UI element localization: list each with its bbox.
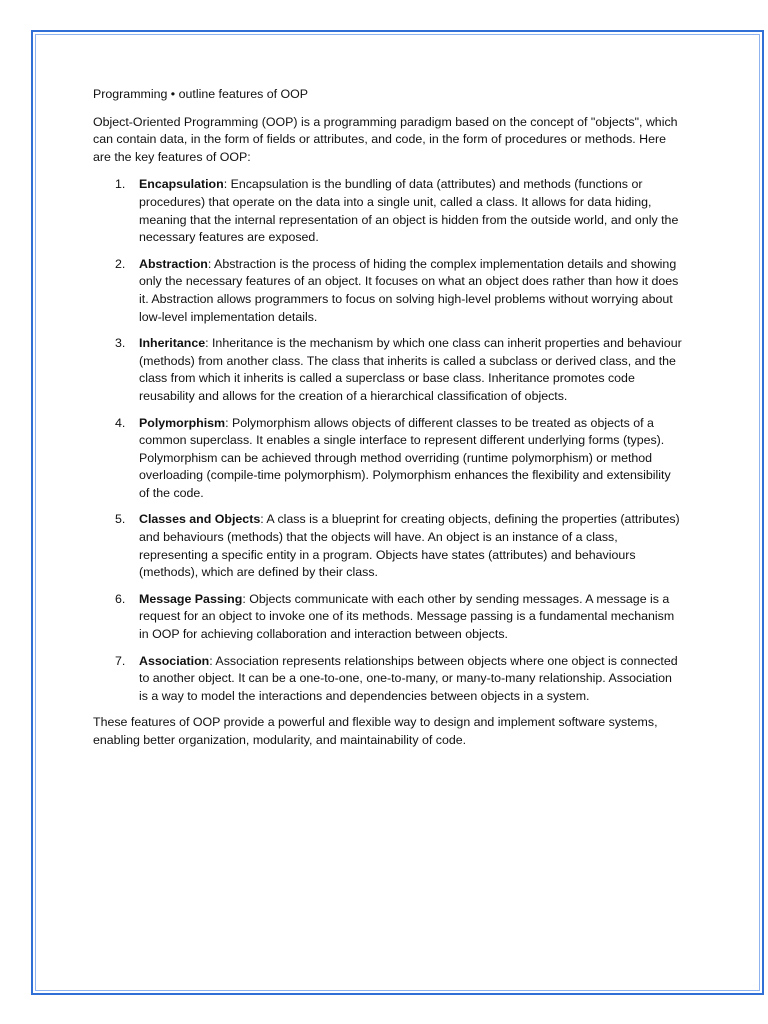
list-item	[93, 653, 683, 706]
list-item-number: 3.	[115, 336, 126, 351]
list-item-term: Polymorphism	[139, 415, 226, 430]
list-item-number: 7.	[115, 653, 126, 668]
list-item	[93, 335, 683, 405]
list-item-term: Message Passing	[139, 591, 243, 606]
list-item-number: 5.	[115, 512, 126, 527]
list-item	[93, 511, 683, 581]
list-item-text: : Association represents relationships between objects where one object is connected to another object. It can be a one-to-one, one-to-many, or many-to-many relationship. Association is a way to model the interactions and dependencies between objects in a system.	[139, 653, 678, 703]
list-item-text: : Objects communicate with each other by sending messages. A message is a request for an object to invoke one of its methods. Message passing is a fundamental mechanism in OOP for achieving collaboration and interaction between objects.	[139, 591, 675, 642]
list-item-term: Classes and Objects	[139, 512, 261, 527]
list-item-number: 4.	[115, 415, 126, 430]
intro-paragraph: Object-Oriented Programming (OOP) is a programming paradigm based on the concept of "objects", which can contain data, in the form of fields or attributes, and code, in the form of procedures or methods. Here are the key features of OOP:	[93, 114, 678, 164]
list-item-text: : A class is a blueprint for creating objects, defining the properties (attributes) and behaviours (methods) that the objects will have. An object is an instance of a class, representing a specific entity in a program. Objects have states (attributes) and behaviours (methods), which are defined by their class.	[139, 512, 680, 580]
list-item-text: : Polymorphism allows objects of different classes to be treated as objects of a common superclass. It enables a single interface to represent different underlying forms (types). Polymorphism can be achieved through method overriding (runtime polymorphism) or method overloading (compile-time polymorphism). Polymorphism enhances the flexibility and extensibility of the code.	[139, 415, 671, 500]
list-item-text: : Inheritance is the mechanism by which one class can inherit properties and behaviour (methods) from another class. The class that inherits is called a subclass or derived class, and the class from which it inherits is called a superclass or base class. Inheritance promotes code reusability and allows for the creation of a hierarchical classification of objects.	[139, 336, 682, 403]
list-item	[93, 176, 683, 246]
conclusion-paragraph: These features of OOP provide a powerful and flexible way to design and implement software systems, enabling better organization, modularity, and maintainability of code.	[93, 715, 658, 747]
list-item	[93, 256, 683, 326]
list-item-text: : Encapsulation is the bundling of data (attributes) and methods (functions or procedures) that operate on the data into a single unit, called a class. It allows for data hiding, meaning that the internal representation of an object is hidden from the outside world, and only the necessary features are exposed.	[139, 177, 679, 245]
list-item-term: Encapsulation	[139, 177, 224, 192]
list-item-number: 1.	[115, 177, 126, 192]
document-body	[93, 86, 683, 750]
list-item-term: Association	[139, 653, 210, 668]
list-item-number: 6.	[115, 591, 126, 606]
list-item	[93, 415, 683, 503]
list-item-number: 2.	[115, 256, 126, 271]
list-item-text: : Abstraction is the process of hiding the complex implementation details and showing only the necessary features of an object. It focuses on what an object does rather than how it does it. Abstraction allows programmers to focus on solving high-level problems without worrying about low-level implementation details.	[139, 256, 679, 324]
list-item-term: Abstraction	[139, 256, 208, 271]
document-heading: Programming • outline features of OOP	[93, 87, 309, 101]
features-list	[93, 176, 683, 705]
list-item-term: Inheritance	[139, 336, 206, 351]
list-item	[93, 591, 683, 644]
